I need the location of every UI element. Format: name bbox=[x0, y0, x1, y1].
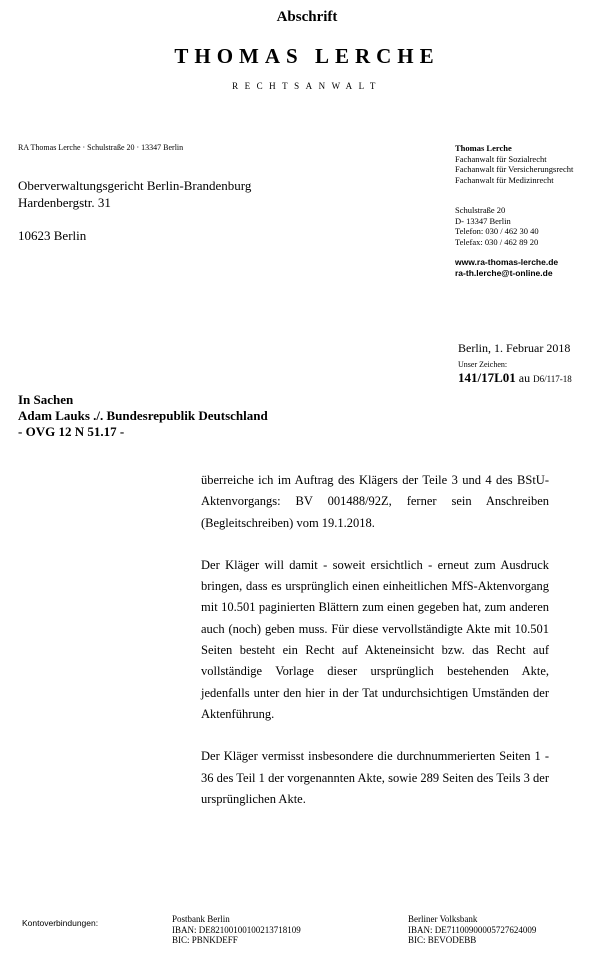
letterhead-block bbox=[455, 143, 573, 278]
bank2-bic: BIC: BEVODEBB bbox=[408, 935, 477, 945]
letterhead-name: Thomas Lerche bbox=[455, 143, 512, 153]
body-paragraph-3: Der Kläger vermisst insbesondere die durchnummerierten Seiten 1 - 36 des Teil 1 der vorgenannten Akte, sowie 289 Seiten des Teils 3 der ursprünglichen Akte. bbox=[201, 749, 549, 806]
body-paragraph-2: Der Kläger will damit - soweit ersichtlich - erneut zum Ausdruck bringen, dass es ursprünglich einen einheitlichen MfS-Aktenvorgang mit 10.501 paginierten Blättern zum einen gegeben hat, zum anderen auch (noch) geben muss. Für diese vervollständigte Akte mit 10.501 Seiten besteht ein Recht auf Akteneinsicht bzw. das Recht auf vollständige Vorlage dieser ursprünglich bestehenden Akte, jedenfalls unter den hier in der Tat undurchsichtigen Umständen der Aktenführung. bbox=[201, 557, 549, 721]
reference-label: Unser Zeichen: bbox=[458, 360, 508, 369]
footer-label: Kontoverbindungen: bbox=[22, 918, 99, 928]
sender-line: RA Thomas Lerche · Schulstraße 20 · 13347 Berlin bbox=[18, 143, 184, 152]
reference-number: 141/17L01 bbox=[458, 370, 516, 385]
date-block bbox=[458, 341, 572, 386]
reference-line bbox=[458, 370, 572, 386]
recipient-line2: Hardenbergstr. 31 bbox=[18, 195, 111, 210]
recipient-address bbox=[18, 177, 251, 244]
office-city: D- 13347 Berlin bbox=[455, 215, 511, 226]
body-paragraph-1: überreiche ich im Auftrag des Klägers der Teile 3 und 4 des BStU-Aktenvorgangs: BV 001488/92Z, ferner sein Anschreiben (Begleitschreiben) vom 19.1.2018. bbox=[201, 473, 549, 530]
letter-date: Berlin, 1. Februar 2018 bbox=[458, 341, 571, 355]
bank-account-2 bbox=[408, 914, 536, 946]
bank2-name: Berliner Volksbank bbox=[408, 914, 478, 924]
case-block bbox=[18, 392, 268, 440]
recipient-city: 10623 Berlin bbox=[18, 228, 87, 243]
specialty-2: Fachanwalt für Versicherungsrecht bbox=[455, 164, 574, 174]
case-number: - OVG 12 N 51.17 - bbox=[18, 424, 125, 439]
website-link[interactable]: www.ra-thomas-lerche.de bbox=[455, 257, 559, 267]
case-intro: In Sachen bbox=[18, 392, 74, 407]
bank1-iban: IBAN: DE82100100100213718109 bbox=[172, 924, 301, 935]
specialty-1: Fachanwalt für Sozialrecht bbox=[455, 153, 547, 164]
case-parties: Adam Lauks ./. Bundesrepublik Deutschland bbox=[18, 408, 268, 423]
lawyer-name: THOMAS LERCHE bbox=[174, 44, 440, 68]
recipient-line1: Oberverwaltungsgericht Berlin-Brandenburg bbox=[18, 178, 252, 193]
office-phone: Telefon: 030 / 462 30 40 bbox=[455, 226, 539, 236]
bank1-name: Postbank Berlin bbox=[172, 914, 230, 924]
bank1-bic: BIC: PBNKDEFF bbox=[172, 935, 238, 945]
office-fax: Telefax: 030 / 462 89 20 bbox=[455, 236, 539, 247]
specialty-3: Fachanwalt für Medizinrecht bbox=[455, 174, 554, 185]
office-street: Schulstraße 20 bbox=[455, 205, 506, 215]
bank2-iban: IBAN: DE71100900005727624009 bbox=[408, 924, 537, 935]
reference-connector: au bbox=[515, 371, 534, 385]
profession: RECHTSANWALT bbox=[232, 81, 382, 91]
reference-suffix: D6/117-18 bbox=[533, 374, 572, 384]
letter-body bbox=[201, 470, 549, 831]
email-link[interactable]: ra-th.lerche@t-online.de bbox=[455, 267, 553, 278]
bank-account-1 bbox=[172, 914, 301, 946]
copy-label: Abschrift bbox=[276, 9, 338, 25]
